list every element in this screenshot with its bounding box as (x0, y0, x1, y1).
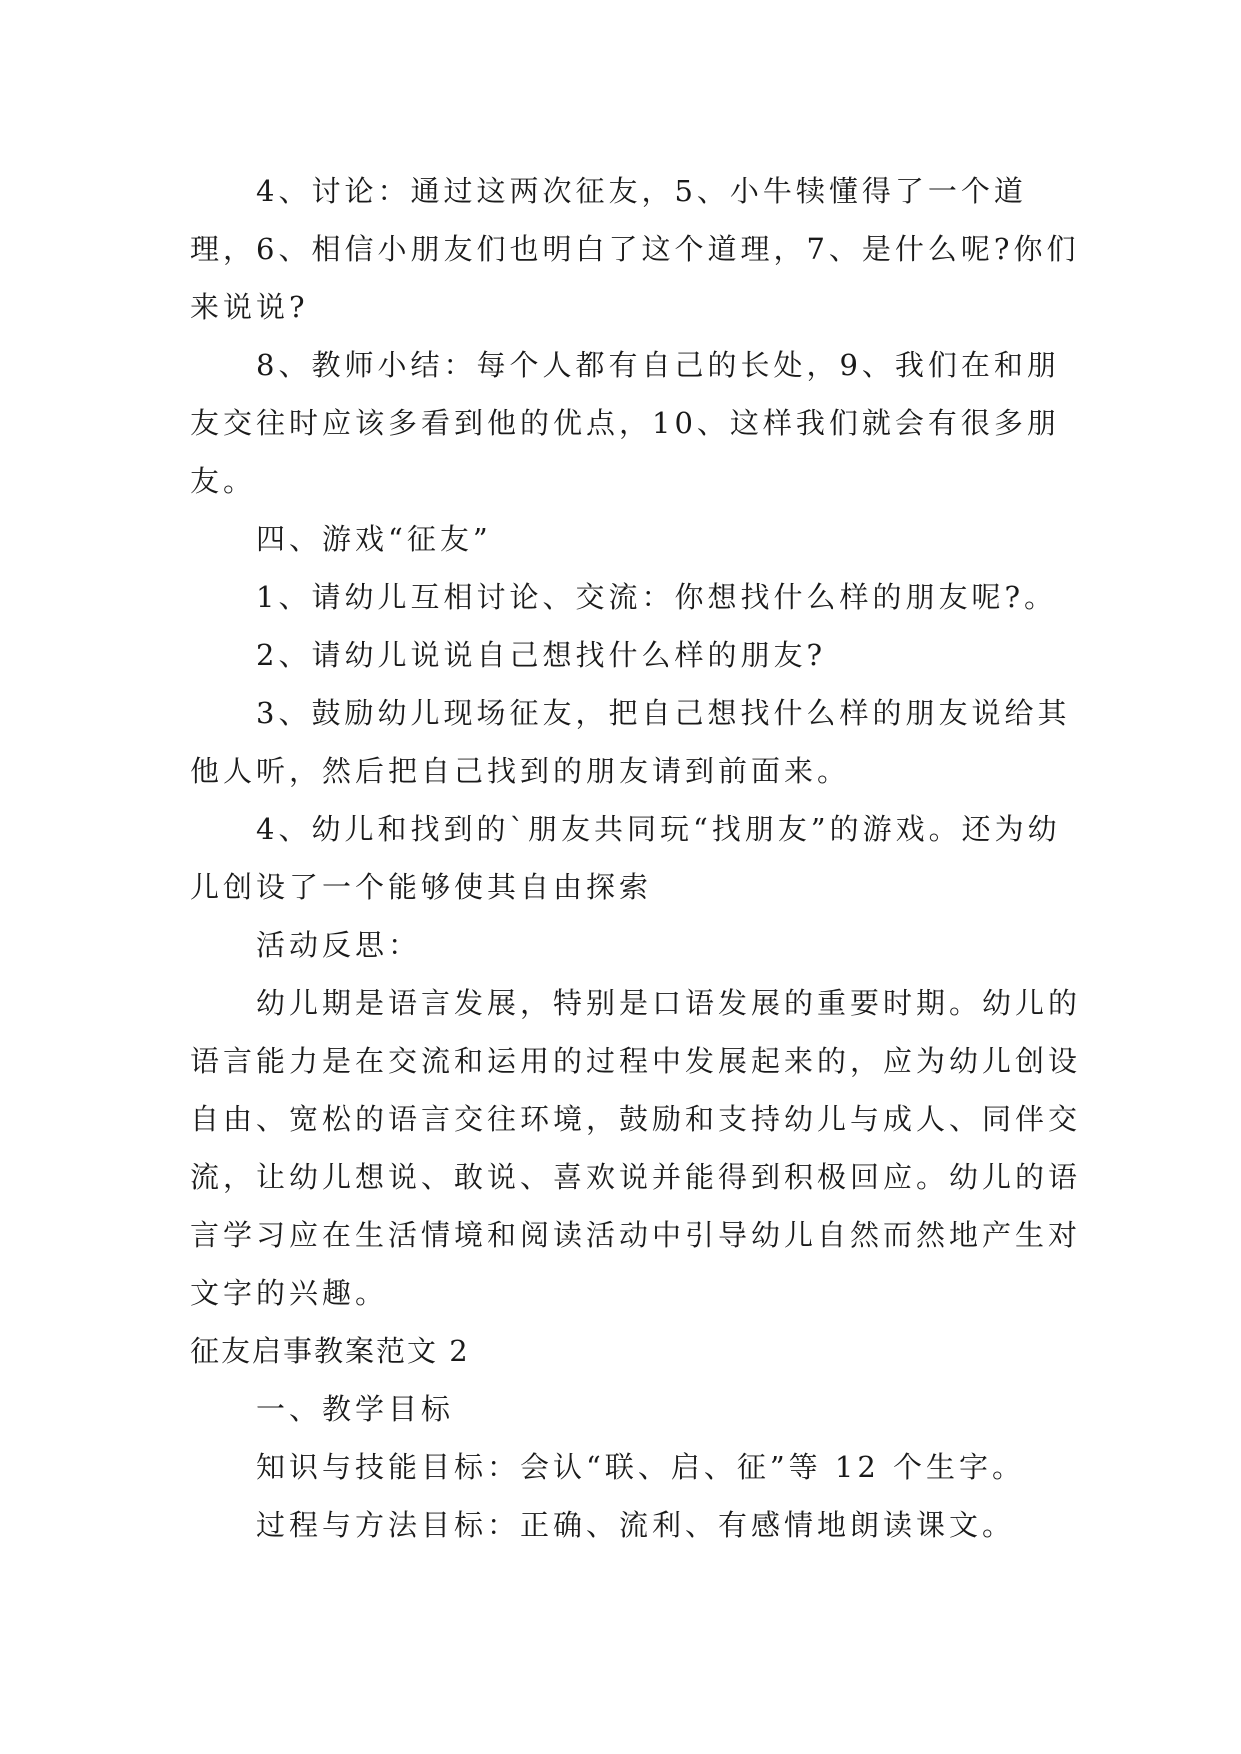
paragraph-goal-knowledge: 知识与技能目标：会认“联、启、征”等 12 个生字。 (256, 1450, 1025, 1484)
paragraph-game-step-2: 2、请幼儿说说自己想找什么样的朋友? (256, 638, 826, 672)
paragraph-goal-process: 过程与方法目标：正确、流利、有感情地朗读课文。 (256, 1508, 1016, 1542)
essay-title-2: 征友启事教案范文 2 (190, 1334, 470, 1368)
heading-teaching-goals: 一、教学目标 (256, 1392, 455, 1426)
paragraph-game-step-4: 4、幼儿和找到的`朋友共同玩“找朋友”的游戏。还为幼儿创设了一个能够使其自由探索 (190, 812, 1061, 904)
paragraph-game-step-1: 1、请幼儿互相讨论、交流：你想找什么样的朋友呢?。 (256, 580, 1057, 614)
paragraph-reflection-body: 幼儿期是语言发展，特别是口语发展的重要时期。幼儿的语言能力是在交流和运用的过程中发展起来的，应为幼儿创设自由、宽松的语言交往环境，鼓励和支持幼儿与成人、同伴交流，让幼儿想说、敢说、喜欢说并能得到积极回应。幼儿的语言学习应在生活情境和阅读活动中引导幼儿自然而然地产生对文字的兴趣。 (190, 986, 1082, 1310)
heading-reflection: 活动反思： (256, 928, 422, 962)
paragraph-teacher-summary: 8、教师小结：每个人都有自己的长处，9、我们在和朋友交往时应该多看到他的优点，10、这样我们就会有很多朋友。 (190, 348, 1060, 498)
paragraph-game-step-3: 3、鼓励幼儿现场征友，把自己想找什么样的朋友说给其他人听，然后把自己找到的朋友请到前面来。 (190, 696, 1071, 788)
paragraph-discussion: 4、讨论：通过这两次征友，5、小牛犊懂得了一个道理，6、相信小朋友们也明白了这个道理，7、是什么呢?你们来说说? (190, 174, 1080, 324)
document-body (190, 162, 1090, 1554)
heading-section-four: 四、游戏“征友” (256, 522, 492, 556)
